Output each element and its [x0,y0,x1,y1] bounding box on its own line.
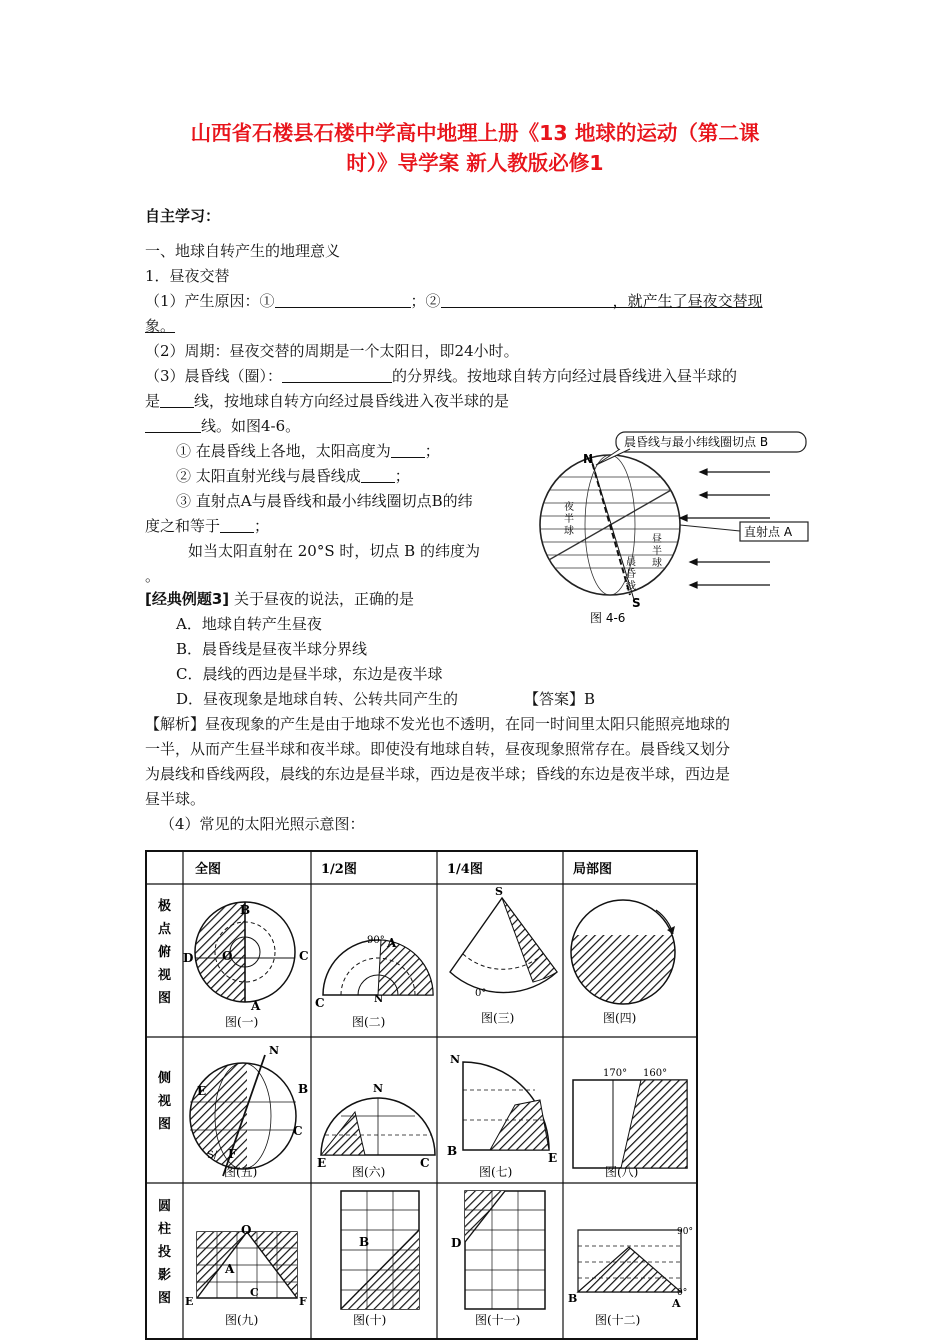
fig5-s: S/ [207,1150,218,1161]
section-heading: 自主学习： [145,207,221,225]
page-title-line1: 山西省石楼县石楼中学高中地理上册《13 地球的运动（第二课 [190,121,760,145]
fig12-90: 90° [677,1227,693,1237]
figure-4-6-caption: 图 4-6 [590,611,626,625]
terminator-l2b: 线，按地球自转方向经过晨昏线进入夜半球的是 [194,392,510,410]
fig5-f: F [228,1147,237,1161]
row1-label-4: 视 [158,968,172,983]
fig1-c: C [299,949,309,963]
blank-4[interactable] [160,393,194,408]
fig1-a: A [251,999,261,1013]
terminator-l1a: （3）晨昏线（圈）： [145,367,283,385]
analysis-line-2: 一半，从而产生昼半球和夜半球。即使没有地球自转，昼夜现象照常存在。晨昏线又划分 [145,740,731,758]
analysis-line-3: 为晨线和昏线两段，晨线的东边是昼半球，西边是夜半球；昏线的东边是夜半球，西边是 [145,765,731,783]
blank-2[interactable] [441,293,613,308]
fig6-c: C [420,1156,430,1170]
fig5-b: B [298,1082,309,1096]
row2-label-1: 侧 [158,1071,172,1086]
analysis-line-4: 昼半球。 [145,790,206,808]
fig11-caption: 图(十一) [475,1313,521,1327]
part1-heading: 一、地球自转产生的地理意义 [145,242,341,260]
fig3-0: 0° [475,988,487,999]
period-line: （2）周期：昼夜交替的周期是一个太阳日，即24小时。 [145,342,519,360]
fig12-0: 0° [677,1288,688,1298]
fig3-s: S [495,885,503,898]
night-label-2: 半 [564,514,574,525]
header-partial: 局部图 [573,862,613,877]
page-title-line2: 时）》导学案 新人教版必修1 [346,151,604,175]
blank-7[interactable] [361,468,395,483]
fig9-f: F [299,1295,307,1308]
night-label-3: 球 [564,526,574,537]
fig1-b: B [240,903,251,917]
term-label-2: 昏 [626,569,636,580]
night-label-1: 夜 [564,502,574,513]
answer: 【答案】B [524,690,596,708]
subitem-3b-text: 度之和等于 [145,517,221,535]
analysis-line-1 [145,714,730,734]
fig8-170: 170° [603,1068,628,1079]
diagram-3 [450,885,557,1025]
fig9-e: E [185,1295,194,1308]
fig5-caption: 图(五) [224,1165,258,1179]
subitem-3a: ③ 直射点A与晨昏线和最小纬线圈切点B的纬 [176,492,473,510]
fig10-b: B [359,1235,370,1249]
example-question [145,589,414,609]
fig1-caption: 图(一) [225,1015,259,1029]
analysis-text-1: 昼夜现象的产生是由于地球不发光也不透明，在同一时间里太阳只能照亮地球的 [205,715,731,733]
fig7-b: B [447,1144,458,1158]
day-label-3: 球 [652,558,662,569]
diagram-12 [568,1227,693,1327]
blank-8[interactable] [220,518,254,533]
figure-n: N [583,452,594,466]
row2-label-3: 图 [158,1117,172,1132]
example-question-text: 关于昼夜的说法，正确的是 [233,590,414,608]
semicolon: ； [394,467,410,485]
terminator-l2a: 是 [145,392,161,410]
fig12-b: B [568,1292,578,1305]
diagram-11 [451,1191,545,1327]
terminator-line1 [145,366,737,386]
fig10-caption: 图(十) [353,1313,387,1327]
header-full: 全图 [195,862,222,877]
fig9-o: O [241,1223,252,1237]
fig7-e: E [548,1151,558,1165]
blank-6[interactable] [391,443,425,458]
fig1-o: O [222,949,233,963]
fig6-e: E [317,1156,327,1170]
day-label-2: 半 [652,546,662,557]
row1-label-1: 极 [158,899,172,914]
subitem-1 [176,441,440,461]
row3-label-5: 图 [158,1291,172,1306]
analysis-label: 【解析】 [145,715,206,733]
semicolon: ； [254,517,270,535]
fig3-caption: 图(三) [481,1011,515,1025]
figure-4-6 [530,425,815,630]
callout-a-text: 直射点 A [744,525,793,539]
subitem-2-text: ② 太阳直射光线与晨昏线成 [176,467,361,485]
terminator-l1b: 的分界线。按地球自转方向经过晨昏线进入昼半球的 [392,367,738,385]
row1-label-2: 点 [158,922,172,937]
option-b: B．晨昏线是昼夜半球分界线 [176,640,368,658]
fig9-caption: 图(九) [225,1313,259,1327]
fig9-c: C [250,1286,259,1299]
figure-s: S [632,596,641,610]
fig11-d: D [451,1236,462,1250]
example-label: [经典例题3] [145,590,230,608]
option-d: D．昼夜现象是地球自转、公转共同产生的 [176,690,459,708]
terminator-line2 [145,391,509,411]
header-half: 1/2图 [321,862,357,877]
diagram-9 [185,1223,307,1327]
blank-3[interactable] [282,368,392,383]
term-label-1: 晨 [626,557,636,568]
fig7-n: N [450,1053,461,1066]
fig2-c: C [315,996,325,1010]
fig8-160: 160° [643,1068,668,1079]
subitem-3b [145,516,269,536]
fig2-caption: 图(二) [352,1015,386,1029]
callout-b-text: 晨昏线与最小纬线圈切点 B [624,435,769,449]
fig2-n: N [374,994,384,1005]
diagram-5 [185,1044,308,1179]
row3-label-3: 投 [158,1245,172,1260]
fig2-90: 90° [367,935,385,946]
terminator-line3 [145,416,300,436]
fig2-a: A [387,936,397,950]
row2-label-2: 视 [158,1094,172,1109]
diagram-1 [183,902,309,1029]
diagram-7 [447,1053,557,1179]
row1-label-3: 俯 [158,945,172,960]
option-c: C．晨线的西边是昼半球，东边是夜半球 [176,665,443,683]
fig5-c: C [293,1124,303,1138]
fig5-e: E [197,1084,207,1098]
terminator-l3: 线。如图4-6。 [201,417,301,435]
blank-5[interactable] [145,418,201,433]
fig5-n: N [269,1044,280,1057]
row1-label-5: 图 [158,991,172,1006]
cause-line [145,291,763,311]
diagram-4 [565,900,685,1025]
fig1-d: D [183,951,194,965]
row3-label-1: 圆 [158,1199,172,1214]
diagram-6 [317,1082,435,1179]
cause-suffix: ，就产生了昼夜交替现 [612,292,763,310]
fig12-a: A [672,1297,681,1310]
diagram-8 [573,1068,687,1179]
fig12-caption: 图(十二) [595,1313,641,1327]
cause-prefix: （1）产生原因：① [145,292,275,310]
diagram-2 [315,935,433,1029]
cause-cont: 象。 [145,317,176,335]
option-a: A．地球自转产生昼夜 [176,615,322,633]
diagram-10 [341,1191,419,1327]
row3-label-2: 柱 [158,1222,172,1237]
blank-1[interactable] [275,293,411,308]
fig9-a: A [225,1262,235,1276]
subitem-4-heading: （4）常见的太阳光照示意图： [160,815,365,833]
fig7-caption: 图(七) [479,1165,513,1179]
subitem-4b: 。 [145,567,161,585]
row3-label-4: 影 [158,1268,172,1283]
day-label-1: 昼 [652,534,662,545]
fig6-caption: 图(六) [352,1165,386,1179]
semicolon: ； [424,442,440,460]
sunlight-diagram-table [145,850,698,1340]
subitem-4a: 如当太阳直射在 20°S 时，切点 B 的纬度为 [188,542,480,560]
term-label-3: 线 [626,581,636,592]
item1-heading: 1．昼夜交替 [145,267,230,285]
fig8-caption: 图(八) [605,1165,639,1179]
subitem-1-text: ① 在晨昏线上各地，太阳高度为 [176,442,391,460]
subitem-2 [176,466,410,486]
header-quarter: 1/4图 [447,862,483,877]
cause-mid: ；② [410,292,441,310]
fig6-n: N [373,1082,384,1095]
fig4-caption: 图(四) [603,1011,637,1025]
